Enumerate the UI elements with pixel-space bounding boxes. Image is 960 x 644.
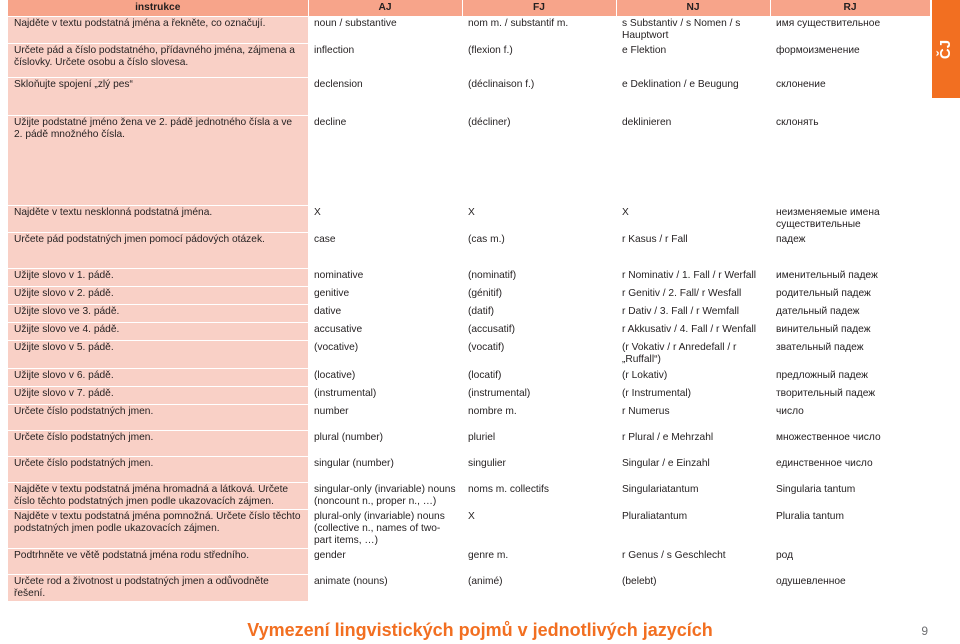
cell-nj: (belebt) — [616, 575, 770, 602]
cell-aj: gender — [308, 549, 462, 575]
cell-rj: склонение — [770, 78, 930, 116]
table-row — [8, 323, 930, 341]
cell-rj: Pluralia tantum — [770, 510, 930, 549]
cell-aj: noun / substantive — [308, 17, 462, 44]
table-row — [8, 233, 930, 269]
cell-fj: (datif) — [462, 305, 616, 323]
cell-rj: имя существительное — [770, 17, 930, 44]
cell-nj: r Kasus / r Fall — [616, 233, 770, 269]
cell-rj: склонять — [770, 116, 930, 206]
cell-nj: r Numerus — [616, 405, 770, 431]
table-row — [8, 206, 930, 233]
cell-nj: r Akkusativ / 4. Fall / r Wenfall — [616, 323, 770, 341]
table-row — [8, 116, 930, 206]
header-row — [8, 0, 930, 17]
cell-rj: предложный падеж — [770, 369, 930, 387]
cell-rj: Singularia tantum — [770, 483, 930, 510]
header-instrukce: instrukce — [8, 0, 308, 17]
cell-rj: именительный падеж — [770, 269, 930, 287]
cell-nj: r Genitiv / 2. Fall/ r Wesfall — [616, 287, 770, 305]
footer-title: Vymezení lingvistických pojmů v jednotlivých jazycích — [247, 620, 713, 640]
cell-aj: singular (number) — [308, 457, 462, 483]
cell-fj: (déclinaison f.) — [462, 78, 616, 116]
language-tab — [932, 0, 960, 98]
table-row — [8, 287, 930, 305]
cell-fj: (instrumental) — [462, 387, 616, 405]
table-row — [8, 549, 930, 575]
cell-aj: X — [308, 206, 462, 233]
language-tab-label: ČJ — [937, 39, 955, 59]
cell-nj: r Nominativ / 1. Fall / r Werfall — [616, 269, 770, 287]
table-row — [8, 483, 930, 510]
header-aj: AJ — [308, 0, 462, 17]
cell-aj: case — [308, 233, 462, 269]
cell-nj: Singulariatantum — [616, 483, 770, 510]
cell-rj: род — [770, 549, 930, 575]
table-row — [8, 341, 930, 369]
cell-fj: (animé) — [462, 575, 616, 602]
cell-aj: decline — [308, 116, 462, 206]
cell-instrukce: Najděte v textu nesklonná podstatná jména. — [8, 206, 308, 233]
table-row — [8, 17, 930, 44]
cell-instrukce: Užijte slovo v 2. pádě. — [8, 287, 308, 305]
cell-fj: (cas m.) — [462, 233, 616, 269]
cell-fj: (vocatif) — [462, 341, 616, 369]
cell-nj: (r Vokativ / r Anredefall / r „Ruffall“) — [616, 341, 770, 369]
cell-fj: pluriel — [462, 431, 616, 457]
page-number: 9 — [921, 624, 928, 638]
cell-fj: singulier — [462, 457, 616, 483]
cell-instrukce: Užijte slovo ve 4. pádě. — [8, 323, 308, 341]
cell-nj: Pluraliatantum — [616, 510, 770, 549]
table-row — [8, 431, 930, 457]
cell-aj: plural-only (invariable) nouns (collective n., names of two-part items, …) — [308, 510, 462, 549]
cell-instrukce: Najděte v textu podstatná jména pomnožná. Určete číslo těchto podstatných jmen podle ukazovacích zájmen. — [8, 510, 308, 549]
cell-nj: r Genus / s Geschlecht — [616, 549, 770, 575]
cell-fj: (accusatif) — [462, 323, 616, 341]
cell-nj: (r Instrumental) — [616, 387, 770, 405]
cell-aj: nominative — [308, 269, 462, 287]
cell-fj: X — [462, 510, 616, 549]
cell-instrukce: Skloňujte spojení „zlý pes“ — [8, 78, 308, 116]
cell-fj: (flexion f.) — [462, 44, 616, 78]
cell-nj: Singular / e Einzahl — [616, 457, 770, 483]
cell-rj: творительный падеж — [770, 387, 930, 405]
cell-instrukce: Užijte slovo v 7. pádě. — [8, 387, 308, 405]
cell-nj: e Deklination / e Beugung — [616, 78, 770, 116]
cell-instrukce: Určete rod a životnost u podstatných jmen a odůvodněte řešení. — [8, 575, 308, 602]
table-body — [8, 17, 930, 602]
cell-fj: (locatif) — [462, 369, 616, 387]
cell-fj: nom m. / substantif m. — [462, 17, 616, 44]
table-row — [8, 575, 930, 602]
cell-instrukce: Podtrhněte ve větě podstatná jména rodu středního. — [8, 549, 308, 575]
cell-instrukce: Určete pád a číslo podstatného, přídavného jména, zájmena a číslovky. Určete osobu a číslo slovesa. — [8, 44, 308, 78]
cell-rj: формоизменение — [770, 44, 930, 78]
cell-instrukce: Určete číslo podstatných jmen. — [8, 405, 308, 431]
cell-aj: inflection — [308, 44, 462, 78]
cell-aj: number — [308, 405, 462, 431]
cell-fj: (nominatif) — [462, 269, 616, 287]
cell-instrukce: Užijte podstatné jméno žena ve 2. pádě jednotného čísla a ve 2. pádě množného čísla. — [8, 116, 308, 206]
table-row — [8, 387, 930, 405]
table-row — [8, 44, 930, 78]
cell-instrukce: Užijte slovo v 6. pádě. — [8, 369, 308, 387]
cell-aj: plural (number) — [308, 431, 462, 457]
cell-rj: звательный падеж — [770, 341, 930, 369]
cell-aj: declension — [308, 78, 462, 116]
cell-aj: (locative) — [308, 369, 462, 387]
terminology-table — [8, 0, 931, 602]
cell-fj: (décliner) — [462, 116, 616, 206]
header-nj: NJ — [616, 0, 770, 17]
cell-nj: X — [616, 206, 770, 233]
cell-aj: (vocative) — [308, 341, 462, 369]
cell-rj: неизменяемые имена существительные — [770, 206, 930, 233]
cell-aj: animate (nouns) — [308, 575, 462, 602]
cell-fj: (génitif) — [462, 287, 616, 305]
cell-fj: noms m. collectifs — [462, 483, 616, 510]
cell-nj: e Flektion — [616, 44, 770, 78]
cell-nj: r Dativ / 3. Fall / r Wemfall — [616, 305, 770, 323]
table-row — [8, 369, 930, 387]
cell-rj: винительный падеж — [770, 323, 930, 341]
cell-nj: deklinieren — [616, 116, 770, 206]
cell-aj: accusative — [308, 323, 462, 341]
cell-rj: число — [770, 405, 930, 431]
table-row — [8, 78, 930, 116]
table-row — [8, 305, 930, 323]
cell-instrukce: Najděte v textu podstatná jména a řekněte, co označují. — [8, 17, 308, 44]
cell-aj: dative — [308, 305, 462, 323]
cell-nj: r Plural / e Mehrzahl — [616, 431, 770, 457]
table-row — [8, 269, 930, 287]
cell-rj: падеж — [770, 233, 930, 269]
cell-aj: genitive — [308, 287, 462, 305]
cell-rj: родительный падеж — [770, 287, 930, 305]
table-row — [8, 510, 930, 549]
cell-instrukce: Určete číslo podstatných jmen. — [8, 431, 308, 457]
cell-fj: nombre m. — [462, 405, 616, 431]
cell-rj: единственное число — [770, 457, 930, 483]
cell-nj: (r Lokativ) — [616, 369, 770, 387]
cell-aj: (instrumental) — [308, 387, 462, 405]
cell-nj: s Substantiv / s Nomen / s Hauptwort — [616, 17, 770, 44]
cell-instrukce: Užijte slovo v 1. pádě. — [8, 269, 308, 287]
cell-rj: множественное число — [770, 431, 930, 457]
cell-instrukce: Užijte slovo v 5. pádě. — [8, 341, 308, 369]
cell-fj: genre m. — [462, 549, 616, 575]
cell-aj: singular-only (invariable) nouns (noncount n., proper n., …) — [308, 483, 462, 510]
cell-instrukce: Určete číslo podstatných jmen. — [8, 457, 308, 483]
cell-rj: одушевленное — [770, 575, 930, 602]
cell-instrukce: Určete pád podstatných jmen pomocí pádových otázek. — [8, 233, 308, 269]
table-row — [8, 457, 930, 483]
cell-rj: дательный падеж — [770, 305, 930, 323]
header-fj: FJ — [462, 0, 616, 17]
table-row — [8, 405, 930, 431]
cell-instrukce: Najděte v textu podstatná jména hromadná a látková. Určete číslo těchto podstatných jmen podle ukazovacích zájmen. — [8, 483, 308, 510]
header-rj: RJ — [770, 0, 930, 17]
cell-fj: X — [462, 206, 616, 233]
cell-instrukce: Užijte slovo ve 3. pádě. — [8, 305, 308, 323]
